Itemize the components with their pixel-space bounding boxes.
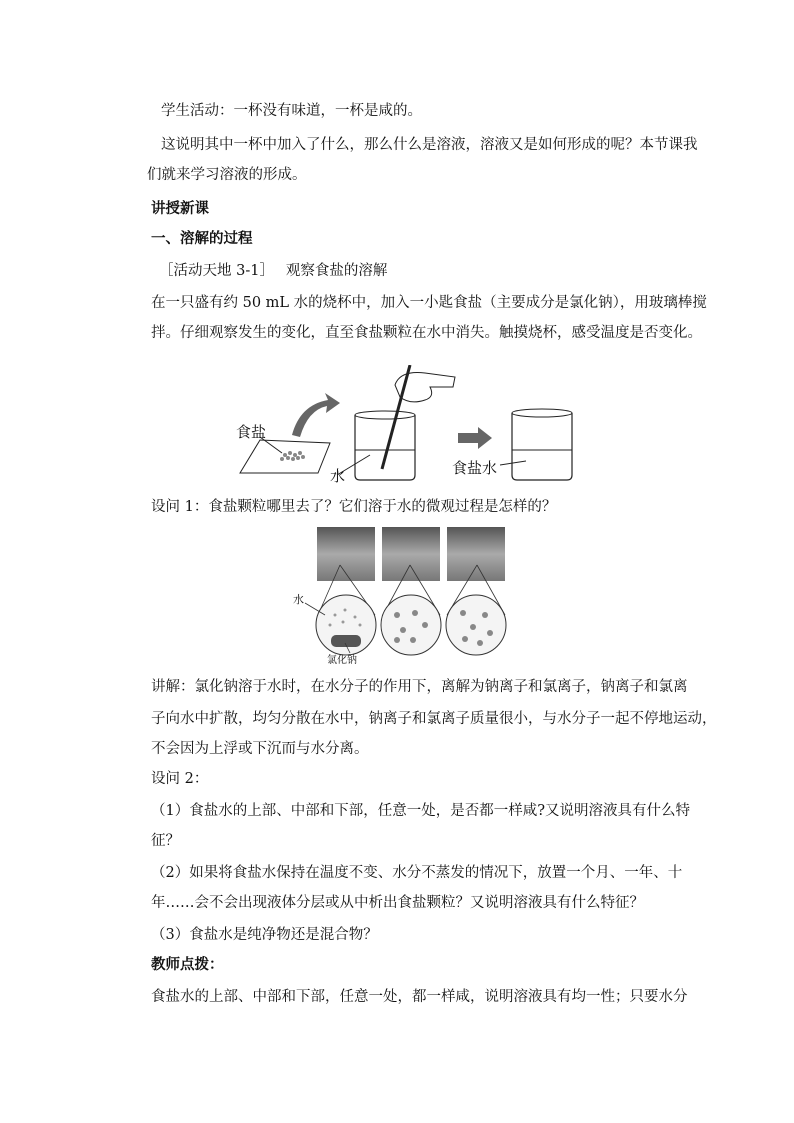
beaker-2 <box>512 413 572 480</box>
beaker-1 <box>355 415 415 480</box>
figure-microscopic-process <box>285 525 515 665</box>
label-nacl: 氯化钠 <box>327 655 357 666</box>
salt-dissolving-diagram <box>230 365 580 485</box>
question-2-2-cont: 年……会不会出现液体分层或从中析出食盐颗粒？又说明溶液具有什么特征？ <box>151 895 644 911</box>
microscopic-diagram <box>285 525 515 665</box>
magnified-view-2 <box>381 595 441 655</box>
question-2: 设问 2： <box>151 771 209 787</box>
question-2-1-cont: 征？ <box>151 833 180 849</box>
question-2-3: （3）食盐水是纯净物还是混合物？ <box>151 927 378 943</box>
magnified-view-3 <box>446 595 506 655</box>
teacher-notes-heading: 教师点拨： <box>151 956 224 973</box>
label-saltwater: 食盐水 <box>452 459 498 477</box>
section-heading-new-lesson: 讲授新课 <box>151 200 209 217</box>
teacher-notes-text: 食盐水的上部、中部和下部，任意一处，都一样咸，说明溶液具有均一性；只要水分 <box>151 989 688 1005</box>
question-2-1: （1）食盐水的上部、中部和下部，任意一处，是否都一样咸?又说明溶液具有什么特 <box>151 803 690 819</box>
text-line-10: 不会因为上浮或下沉而与水分离。 <box>151 741 369 757</box>
text-line-2: 这说明其中一杯中加入了什么，那么什么是溶液，溶液又是如何形成的呢？本节课我 <box>161 137 698 153</box>
arrow-curved-icon <box>292 393 340 437</box>
question-1: 设问 1：食盐颗粒哪里去了？它们溶于水的微观过程是怎样的？ <box>151 499 557 515</box>
saltwater-pointer-line <box>500 461 526 465</box>
label-water: 水 <box>330 467 346 485</box>
photo-beaker-3 <box>447 527 505 581</box>
photo-beaker-2 <box>382 527 440 581</box>
glass-rod <box>382 365 410 469</box>
arrow-right-icon <box>458 427 492 449</box>
text-line-1: 学生活动：一杯没有味道，一杯是咸的。 <box>161 103 422 119</box>
text-line-8: 讲解：氯化钠溶于水时，在水分子的作用下，离解为钠离子和氯离子，钠离子和氯离 <box>151 679 688 695</box>
label-water-micro: 水 <box>293 593 304 606</box>
text-line-9: 子向水中扩散，均匀分散在水中，钠离子和氯离子质量很小，与水分子一起不停地运动， <box>151 711 717 727</box>
text-line-3: 们就来学习溶液的形成。 <box>147 167 307 183</box>
salt-pile <box>280 451 305 461</box>
figure-salt-dissolving <box>230 365 580 485</box>
activity-title: ［活动天地 3-1］ 观察食盐的溶解 <box>159 263 388 279</box>
text-line-5: 在一只盛有约 50 mL 水的烧杯中，加入一小匙食盐（主要成分是氯化钠），用玻璃棒搅 <box>151 295 707 311</box>
section-heading-dissolution: 一、溶解的过程 <box>151 230 253 247</box>
question-2-2: （2）如果将食盐水保持在温度不变、水分不蒸发的情况下，放置一个月、一年、十 <box>151 865 683 881</box>
label-salt: 食盐 <box>236 423 267 441</box>
text-line-6: 拌。仔细观察发生的变化，直至食盐颗粒在水中消失。触摸烧杯，感受温度是否变化。 <box>151 325 702 341</box>
